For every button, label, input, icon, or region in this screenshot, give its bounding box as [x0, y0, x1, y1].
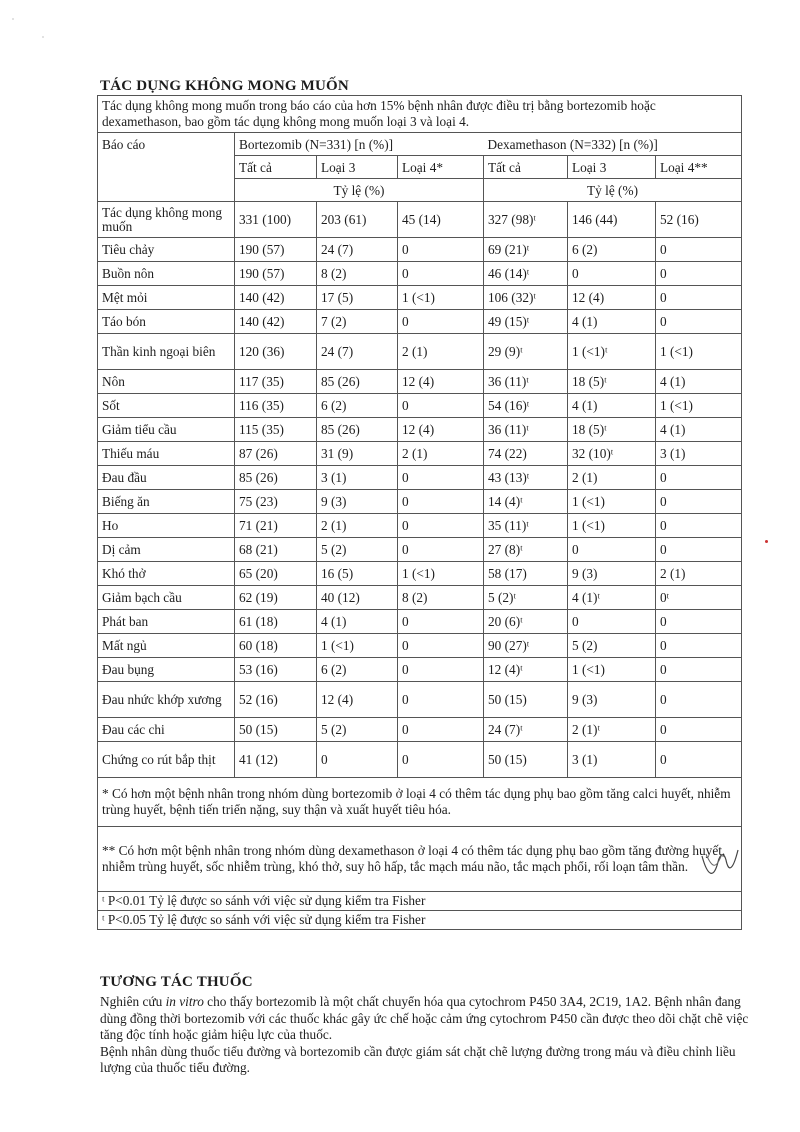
table-cell: 12 (4)	[317, 682, 398, 718]
row-label: Dị cảm	[98, 538, 235, 562]
row-label: Thần kinh ngoại biên	[98, 334, 235, 370]
table-cell: 2 (1)	[656, 562, 742, 586]
row-label: Táo bón	[98, 310, 235, 334]
footnote-row	[98, 892, 742, 911]
table-row	[98, 490, 742, 514]
table-cell: 0	[398, 682, 484, 718]
row-label: Giảm tiểu cầu	[98, 418, 235, 442]
table-cell: 9 (3)	[568, 682, 656, 718]
table-cell: 6 (2)	[317, 658, 398, 682]
table-cell: 0	[398, 514, 484, 538]
table-cell: 1 (<1)	[398, 562, 484, 586]
table-row	[98, 562, 742, 586]
table-cell: 45 (14)	[398, 202, 484, 238]
table-cell: 0	[656, 238, 742, 262]
table-cell: 1 (<1)	[656, 394, 742, 418]
row-label: Khó thở	[98, 562, 235, 586]
table-cell: 8 (2)	[317, 262, 398, 286]
table-cell: 140 (42)	[235, 310, 317, 334]
table-cell: 5 (2)	[317, 718, 398, 742]
table-cell: 0	[398, 718, 484, 742]
row-label: Mệt mỏi	[98, 286, 235, 310]
col-header-dexamethason: Dexamethason (N=332) [n (%)]	[484, 133, 742, 156]
table-cell: 2 (1)	[317, 514, 398, 538]
table-cell: 52 (16)	[235, 682, 317, 718]
table-cell: 1 (<1)ᵗ	[568, 334, 656, 370]
table-row	[98, 514, 742, 538]
table-cell: 2 (1)	[398, 334, 484, 370]
paragraph-text: cho thấy bortezomib là một chất chuyển hóa qua cytochrom P450 3A4, 2C19, 1A2. Bệnh nhân đang dùng đồng thời bortezomib với các thuốc khác gây ức chế hoặc cảm ứng cytochrom P450 cần được theo dõi chặt chẽ việc tăng độc tính hoặc giảm hiệu lực của thuốc.	[100, 994, 749, 1042]
scan-speck	[42, 36, 44, 38]
table-cell: 85 (26)	[317, 370, 398, 394]
row-label: Đau các chi	[98, 718, 235, 742]
table-cell: 1 (<1)	[656, 334, 742, 370]
paragraph-text: Nghiên cứu	[100, 994, 166, 1009]
drug-interactions-text	[100, 994, 750, 1077]
table-cell: 65 (20)	[235, 562, 317, 586]
table-cell: 0	[656, 610, 742, 634]
table-cell: 5 (2)	[568, 634, 656, 658]
table-row	[98, 742, 742, 778]
table-cell: 1 (<1)	[398, 286, 484, 310]
table-cell: 1 (<1)	[568, 514, 656, 538]
table-cell: 0	[656, 262, 742, 286]
table-cell: 36 (11)ᵗ	[484, 370, 568, 394]
paragraph-cytochrome	[100, 994, 750, 1044]
table-footnote: ᵗ P<0.01 Tỷ lệ được so sánh với việc sử dụng kiểm tra Fisher	[98, 892, 742, 911]
table-cell: 0	[398, 610, 484, 634]
table-cell: 0ᵗ	[656, 586, 742, 610]
row-label: Giảm bạch cầu	[98, 586, 235, 610]
table-cell: 41 (12)	[235, 742, 317, 778]
table-cell: 62 (19)	[235, 586, 317, 610]
table-cell: 4 (1)	[568, 310, 656, 334]
table-cell: 0	[568, 262, 656, 286]
table-cell: 9 (3)	[317, 490, 398, 514]
table-cell: 16 (5)	[317, 562, 398, 586]
table-cell: 24 (7)ᵗ	[484, 718, 568, 742]
table-cell: 0	[656, 466, 742, 490]
table-cell: 9 (3)	[568, 562, 656, 586]
sub-header-grade3-b: Loại 3	[568, 156, 656, 179]
table-cell: 0	[398, 238, 484, 262]
table-cell: 18 (5)ᵗ	[568, 418, 656, 442]
row-label: Ho	[98, 514, 235, 538]
table-row	[98, 262, 742, 286]
row-label: Biếng ăn	[98, 490, 235, 514]
italic-term: in vitro	[165, 994, 204, 1009]
section-title-adverse-effects: TÁC DỤNG KHÔNG MONG MUỐN	[100, 78, 349, 94]
row-label: Đau bụng	[98, 658, 235, 682]
table-cell: 115 (35)	[235, 418, 317, 442]
table-cell: 4 (1)	[656, 418, 742, 442]
table-row	[98, 718, 742, 742]
scan-speck	[12, 18, 14, 20]
table-footnote: ** Có hơn một bệnh nhân trong nhóm dùng dexamethason ở loại 4 có thêm tác dụng phụ bao gồm tăng đường huyết, nhiễm trùng huyết, sốc nhiễm trùng, khó thở, suy hô hấp, tắc mạch máu não, tắc mạch phổi, rối loạn tâm thần.	[98, 827, 742, 892]
table-cell: 31 (9)	[317, 442, 398, 466]
table-cell: 1 (<1)	[568, 490, 656, 514]
row-label: Đau nhức khớp xương	[98, 682, 235, 718]
table-cell: 69 (21)ᵗ	[484, 238, 568, 262]
table-cell: 29 (9)ᵗ	[484, 334, 568, 370]
table-row	[98, 394, 742, 418]
table-cell: 0	[398, 394, 484, 418]
footnote-row	[98, 778, 742, 827]
table-cell: 50 (15)	[235, 718, 317, 742]
table-cell: 74 (22)	[484, 442, 568, 466]
sub-header-all-b: Tất cả	[484, 156, 568, 179]
section-title-drug-interactions: TƯƠNG TÁC THUỐC	[100, 974, 253, 990]
table-cell: 6 (2)	[568, 238, 656, 262]
table-cell: 85 (26)	[235, 466, 317, 490]
table-cell: 106 (32)ᵗ	[484, 286, 568, 310]
table-cell: 14 (4)ᵗ	[484, 490, 568, 514]
table-cell: 327 (98)ᵗ	[484, 202, 568, 238]
table-cell: 0	[568, 610, 656, 634]
table-row	[98, 286, 742, 310]
table-cell: 24 (7)	[317, 238, 398, 262]
table-cell: 120 (36)	[235, 334, 317, 370]
table-cell: 32 (10)ᵗ	[568, 442, 656, 466]
scan-speck	[765, 540, 768, 543]
table-cell: 0	[656, 310, 742, 334]
table-cell: 190 (57)	[235, 262, 317, 286]
table-cell: 3 (1)	[656, 442, 742, 466]
table-cell: 85 (26)	[317, 418, 398, 442]
table-cell: 117 (35)	[235, 370, 317, 394]
table-cell: 0	[656, 718, 742, 742]
row-label: Sốt	[98, 394, 235, 418]
table-cell: 75 (23)	[235, 490, 317, 514]
footnote-row	[98, 911, 742, 930]
table-cell: 140 (42)	[235, 286, 317, 310]
table-row	[98, 538, 742, 562]
table-cell: 58 (17)	[484, 562, 568, 586]
table-row	[98, 658, 742, 682]
table-cell: 87 (26)	[235, 442, 317, 466]
table-cell: 61 (18)	[235, 610, 317, 634]
table-cell: 1 (<1)	[317, 634, 398, 658]
table-row	[98, 442, 742, 466]
table-cell: 8 (2)	[398, 586, 484, 610]
table-cell: 17 (5)	[317, 286, 398, 310]
table-row	[98, 370, 742, 394]
table-row	[98, 310, 742, 334]
table-cell: 0	[656, 682, 742, 718]
table-cell: 27 (8)ᵗ	[484, 538, 568, 562]
table-row	[98, 238, 742, 262]
table-cell: 4 (1)	[656, 370, 742, 394]
col-header-blank	[98, 156, 235, 202]
table-footnote: ᵗ P<0.05 Tỷ lệ được so sánh với việc sử dụng kiểm tra Fisher	[98, 911, 742, 930]
table-cell: 12 (4)	[398, 418, 484, 442]
table-row	[98, 202, 742, 238]
table-cell: 36 (11)ᵗ	[484, 418, 568, 442]
table-cell: 0	[398, 538, 484, 562]
table-cell: 331 (100)	[235, 202, 317, 238]
table-cell: 12 (4)	[568, 286, 656, 310]
table-cell: 0	[398, 490, 484, 514]
table-cell: 190 (57)	[235, 238, 317, 262]
sub-header-grade3-a: Loại 3	[317, 156, 398, 179]
table-cell: 203 (61)	[317, 202, 398, 238]
table-cell: 5 (2)ᵗ	[484, 586, 568, 610]
col-header-bortezomib: Bortezomib (N=331) [n (%)]	[235, 133, 484, 156]
table-cell: 40 (12)	[317, 586, 398, 610]
paragraph-diabetes: Bệnh nhân dùng thuốc tiểu đường và bortezomib cần được giám sát chặt chẽ lượng đường trong máu và điều chỉnh liều lượng của thuốc tiểu đường.	[100, 1043, 736, 1075]
table-cell: 52 (16)	[656, 202, 742, 238]
table-cell: 12 (4)	[398, 370, 484, 394]
table-cell: 71 (21)	[235, 514, 317, 538]
row-label: Chứng co rút bắp thịt	[98, 742, 235, 778]
table-cell: 4 (1)	[317, 610, 398, 634]
table-cell: 2 (1)	[568, 466, 656, 490]
table-cell: 0	[398, 658, 484, 682]
row-label: Thiếu máu	[98, 442, 235, 466]
table-cell: 4 (1)	[568, 394, 656, 418]
table-cell: 68 (21)	[235, 538, 317, 562]
table-cell: 0	[656, 286, 742, 310]
table-cell: 35 (11)ᵗ	[484, 514, 568, 538]
table-cell: 43 (13)ᵗ	[484, 466, 568, 490]
table-cell: 46 (14)ᵗ	[484, 262, 568, 286]
table-row	[98, 682, 742, 718]
table-cell: 18 (5)ᵗ	[568, 370, 656, 394]
sub-header-grade4-a: Loại 4*	[398, 156, 484, 179]
table-cell: 50 (15)	[484, 682, 568, 718]
row-label: Tiêu chảy	[98, 238, 235, 262]
table-cell: 49 (15)ᵗ	[484, 310, 568, 334]
table-row	[98, 334, 742, 370]
table-cell: 0	[656, 742, 742, 778]
table-cell: 7 (2)	[317, 310, 398, 334]
table-cell: 60 (18)	[235, 634, 317, 658]
table-cell: 3 (1)	[317, 466, 398, 490]
table-cell: 0	[398, 262, 484, 286]
table-cell: 0	[656, 490, 742, 514]
table-cell: 1 (<1)	[568, 658, 656, 682]
table-cell: 6 (2)	[317, 394, 398, 418]
row-label: Tác dụng không mong muốn	[98, 202, 235, 238]
table-cell: 53 (16)	[235, 658, 317, 682]
row-label: Nôn	[98, 370, 235, 394]
table-cell: 0	[656, 634, 742, 658]
table-cell: 0	[317, 742, 398, 778]
row-label: Mất ngủ	[98, 634, 235, 658]
table-cell: 4 (1)ᵗ	[568, 586, 656, 610]
row-label: Đau đầu	[98, 466, 235, 490]
table-cell: 0	[568, 538, 656, 562]
table-cell: 12 (4)ᵗ	[484, 658, 568, 682]
table-row	[98, 418, 742, 442]
table-cell: 2 (1)	[398, 442, 484, 466]
table-cell: 0	[398, 466, 484, 490]
rate-header-a: Tỷ lệ (%)	[235, 179, 484, 202]
table-cell: 0	[656, 538, 742, 562]
table-footnote: * Có hơn một bệnh nhân trong nhóm dùng bortezomib ở loại 4 có thêm tác dụng phụ bao gồm tăng calci huyết, nhiễm trùng huyết, bệnh tiến triển nặng, suy thận và xuất huyết tiêu hóa.	[98, 778, 742, 827]
sub-header-all-a: Tất cả	[235, 156, 317, 179]
table-cell: 0	[398, 634, 484, 658]
table-cell: 50 (15)	[484, 742, 568, 778]
rate-header-b: Tỷ lệ (%)	[484, 179, 742, 202]
table-row	[98, 586, 742, 610]
table-cell: 20 (6)ᵗ	[484, 610, 568, 634]
table-cell: 54 (16)ᵗ	[484, 394, 568, 418]
table-cell: 5 (2)	[317, 538, 398, 562]
table-cell: 24 (7)	[317, 334, 398, 370]
table-cell: 90 (27)ᵗ	[484, 634, 568, 658]
handwritten-signature-mark	[698, 848, 740, 884]
col-header-report: Báo cáo	[98, 133, 235, 156]
table-cell: 116 (35)	[235, 394, 317, 418]
table-cell: 0	[398, 742, 484, 778]
table-row	[98, 466, 742, 490]
row-label: Buồn nôn	[98, 262, 235, 286]
table-cell: 0	[656, 658, 742, 682]
table-cell: 0	[656, 514, 742, 538]
table-cell: 3 (1)	[568, 742, 656, 778]
row-label: Phát ban	[98, 610, 235, 634]
table-cell: 0	[398, 310, 484, 334]
table-row	[98, 610, 742, 634]
table-cell: 146 (44)	[568, 202, 656, 238]
table-intro: Tác dụng không mong muốn trong báo cáo của hơn 15% bệnh nhân được điều trị bằng bortezomib hoặc dexamethason, bao gồm tác dụng không mong muốn loại 3 và loại 4.	[98, 96, 742, 133]
table-cell: 2 (1)ᵗ	[568, 718, 656, 742]
sub-header-grade4-b: Loại 4**	[656, 156, 742, 179]
adverse-effects-table	[97, 95, 742, 930]
footnote-row	[98, 827, 742, 892]
table-row	[98, 634, 742, 658]
